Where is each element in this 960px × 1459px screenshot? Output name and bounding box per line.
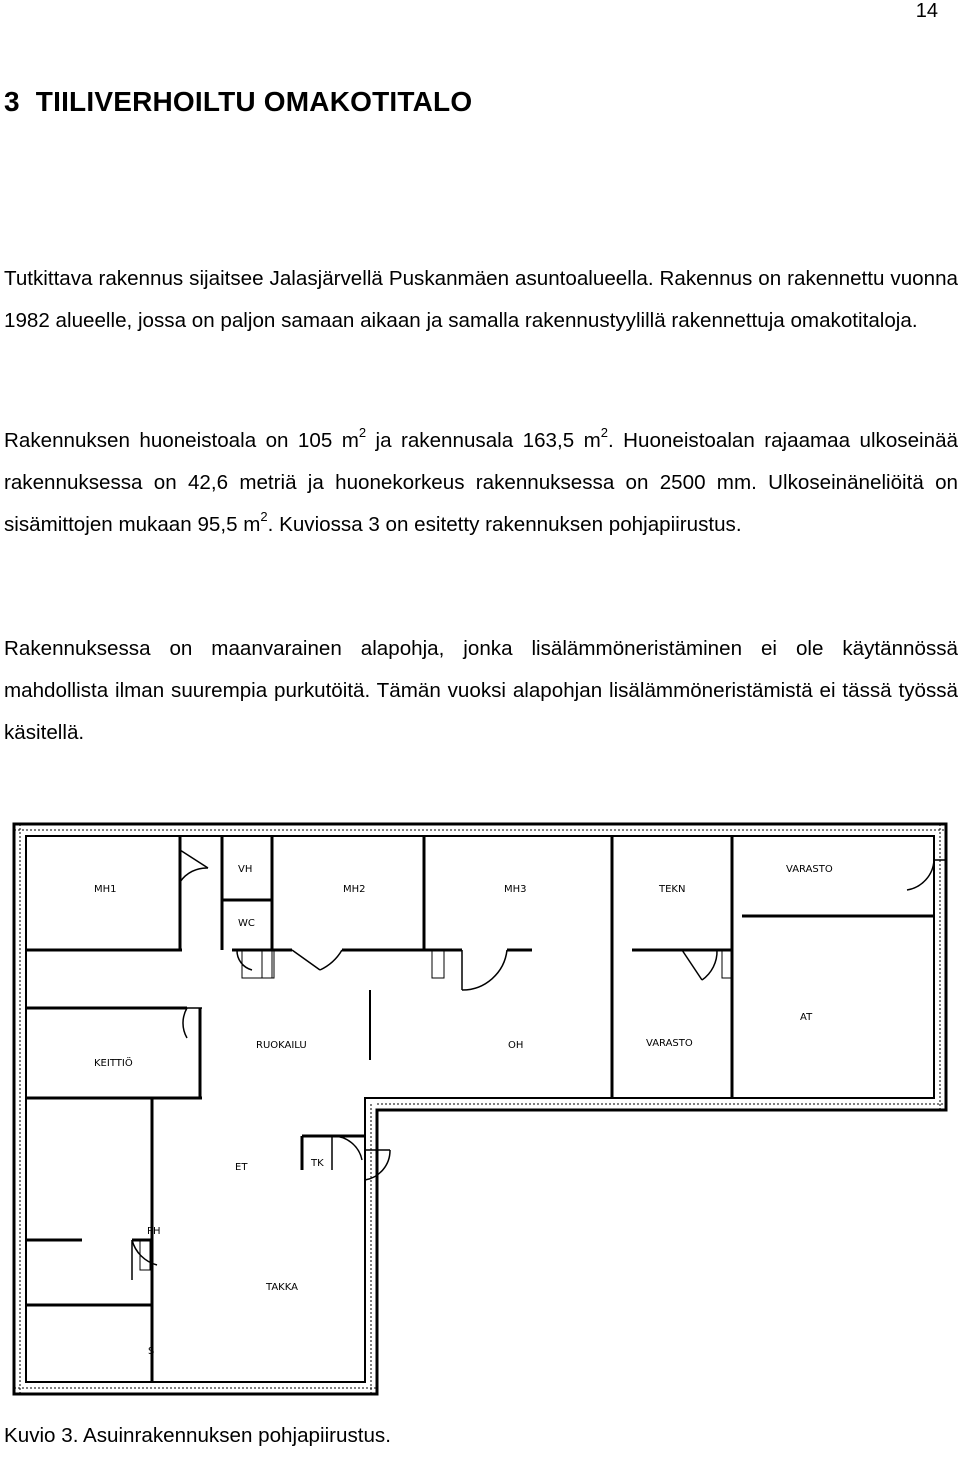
chapter-title-text: TIILIVERHOILTU OMAKOTITALO — [35, 86, 473, 117]
room-label-et: ET — [235, 1162, 248, 1173]
room-label-mh1: MH1 — [94, 884, 117, 895]
room-label-tekn: TEKN — [659, 884, 686, 895]
exterior-wall-outer — [14, 824, 946, 1394]
room-label-mh2: MH2 — [343, 884, 366, 895]
room-label-ruokailu: RUOKAILU — [256, 1040, 307, 1051]
room-label-ph: PH — [147, 1226, 161, 1237]
paragraph-foundation: Rakennuksessa on maanvarainen alapohja, jonka lisälämmöneristäminen ei ole käytännössä mahdollista ilman suurempia purkutöitä. Tämän vuoksi alapohjan lisälämmöneristämistä ei tässä työssä käsitellä. — [4, 637, 958, 744]
p2-text-a: Rakennuksen huoneistoala on 105 m — [4, 429, 359, 452]
room-label-vh: VH — [238, 864, 253, 875]
figure-caption: Kuvio 3. Asuinrakennuksen pohjapiirustus. — [4, 1424, 391, 1447]
room-label-keittio: KEITTIÖ — [94, 1058, 133, 1069]
p2-text-c: . Huoneistoalan rajaamaa ulkoseinää rakennuksessa on 42,6 metriä ja huonekorkeus rakennuksessa on 2500 mm. Ulkoseinäneliöitä on sisämittojen mukaan 95,5 m — [4, 429, 958, 536]
floor-plan-drawing — [12, 820, 948, 1400]
floor-plan-figure — [12, 820, 948, 1400]
room-label-at: AT — [800, 1012, 813, 1023]
room-label-varasto-top: VARASTO — [786, 864, 833, 875]
room-label-varasto-mid: VARASTO — [646, 1038, 693, 1049]
room-label-mh3: MH3 — [504, 884, 527, 895]
room-label-s: S — [148, 1346, 155, 1357]
room-label-wc: WC — [238, 918, 255, 929]
paragraph-location: Tutkittava rakennus sijaitsee Jalasjärvellä Puskanmäen asuntoalueella. Rakennus on rakennettu vuonna 1982 alueelle, jossa on paljon samaan aikaan ja samalla rakennustyylillä rakennettuja omakotitaloja. — [4, 267, 958, 332]
chapter-title — [4, 86, 472, 118]
chapter-number: 3 — [4, 86, 20, 117]
p2-text-d: . Kuviossa 3 on esitetty rakennuksen pohjapiirustus. — [267, 513, 742, 536]
paragraph-areas — [4, 420, 958, 546]
room-label-oh: OH — [508, 1040, 524, 1051]
page-number: 14 — [915, 0, 938, 22]
room-label-tk: TK — [311, 1158, 324, 1169]
superscript-2: 2 — [600, 425, 608, 441]
p2-text-b: ja rakennusala 163,5 m — [366, 429, 601, 452]
superscript-2: 2 — [260, 509, 268, 525]
room-label-takka: TAKKA — [266, 1282, 298, 1293]
superscript-2: 2 — [358, 425, 367, 441]
